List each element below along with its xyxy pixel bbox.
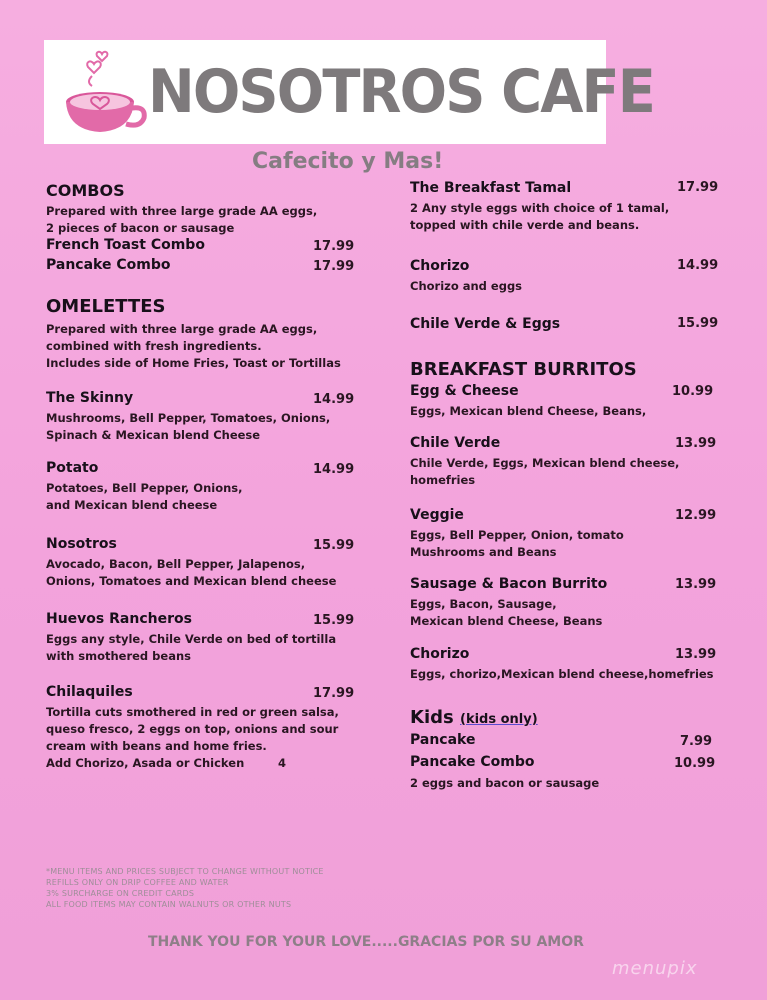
menu-item-name: Pancake [410,732,476,748]
menu-item-name: Huevos Rancheros [46,611,192,627]
menu-item-desc: 2 eggs and bacon or sausage [410,776,600,790]
menu-item-price: 13.99 [675,577,717,592]
menu-item-name: Pancake Combo [410,754,535,770]
menu-item-desc: Eggs, Mexican blend Cheese, Beans, [410,404,647,418]
menu-item-price: 17.99 [677,180,719,195]
menu-item-price: 7.99 [680,734,713,749]
fine-print-line: ALL FOOD ITEMS MAY CONTAIN WALNUTS OR OTHER NUTS [46,900,292,909]
coffee-cup-icon [62,50,148,136]
menu-item-price: 17.99 [313,239,355,254]
menu-item-desc: Eggs, Bell Pepper, Onion, tomato [410,528,624,542]
menu-item-price: 13.99 [675,436,717,451]
omelettes-desc-line: Prepared with three large grade AA eggs, [46,322,318,336]
menu-item-desc: queso fresco, 2 eggs on top, onions and sour [46,722,339,736]
section-heading-combos: COMBOS [46,181,125,200]
menu-item-price: 14.99 [313,392,355,407]
combos-desc-line: Prepared with three large grade AA eggs, [46,204,318,218]
menu-item-name: Nosotros [46,536,117,552]
combos-desc-line: 2 pieces of bacon or sausage [46,221,235,235]
fine-print-line: *MENU ITEMS AND PRICES SUBJECT TO CHANGE WITHOUT NOTICE [46,867,324,876]
menu-item-desc: and Mexican blend cheese [46,498,218,512]
menu-item-name: Veggie [410,507,464,523]
section-heading-burritos: BREAKFAST BURRITOS [410,359,637,380]
tagline: Cafecito y Mas! [252,149,444,174]
thank-you-message: THANK YOU FOR YOUR LOVE.....GRACIAS POR SU AMOR [148,934,584,950]
omelettes-desc-line: Includes side of Home Fries, Toast or Tortillas [46,356,341,370]
menu-item-desc: Tortilla cuts smothered in red or green salsa, [46,705,339,719]
menu-item-desc: Chile Verde, Eggs, Mexican blend cheese, [410,456,680,470]
menu-item-price: 14.99 [677,258,719,273]
menu-item-name: French Toast Combo [46,237,205,253]
menu-item-price: 12.99 [675,508,717,523]
menu-item-desc: Potatoes, Bell Pepper, Onions, [46,481,243,495]
menu-item-desc: Chorizo and eggs [410,279,523,293]
menu-item-name: Chorizo [410,646,470,662]
menu-item-price: 15.99 [313,613,355,628]
menu-item-name: The Breakfast Tamal [410,180,572,196]
menu-item-price: 15.99 [677,316,719,331]
menu-item-price: 15.99 [313,538,355,553]
addon-text: Add Chorizo, Asada or Chicken [46,756,245,770]
omelettes-desc-line: combined with fresh ingredients. [46,339,262,353]
menu-item-desc: 2 Any style eggs with choice of 1 tamal, [410,201,670,215]
menu-item-desc: Mexican blend Cheese, Beans [410,614,603,628]
menu-item-price: 13.99 [675,647,717,662]
menu-item-name: Sausage & Bacon Burrito [410,576,608,592]
menu-item-desc: Mushrooms and Beans [410,545,557,559]
menu-item-name: Chilaquiles [46,684,133,700]
fine-print-line: REFILLS ONLY ON DRIP COFFEE AND WATER [46,878,229,887]
menu-item-price: 14.99 [313,462,355,477]
menu-item-desc: Eggs any style, Chile Verde on bed of tortilla [46,632,337,646]
menu-item-price: 10.99 [672,384,714,399]
menu-item-name: The Skinny [46,390,134,406]
kids-only-note: (kids only) [460,712,538,727]
menu-item-desc: topped with chile verde and beans. [410,218,640,232]
menu-item-name: Potato [46,460,99,476]
menu-item-desc: with smothered beans [46,649,191,663]
menu-item-name: Chile Verde [410,435,501,451]
menu-item-desc: Avocado, Bacon, Bell Pepper, Jalapenos, [46,557,306,571]
menu-item-price: 17.99 [313,686,355,701]
fine-print [46,866,324,910]
menu-item-name: Pancake Combo [46,257,171,273]
menu-item-desc: Eggs, Bacon, Sausage, [410,597,557,611]
fine-print-line: 3% SURCHARGE ON CREDIT CARDS [46,889,195,898]
section-heading-omelettes: OMELETTES [46,296,166,317]
menu-item-price: 10.99 [674,756,716,771]
header-banner [44,40,655,144]
menu-item-desc: homefries [410,473,476,487]
cafe-name: NOSOTROS CAFE [148,57,655,127]
watermark: menupix [612,958,698,979]
section-heading-kids [410,707,538,728]
menu-item-desc: Eggs, chorizo,Mexican blend cheese,homefries [410,667,714,681]
kids-heading-label: Kids [410,707,454,728]
menu-item-desc: Onions, Tomatoes and Mexican blend cheese [46,574,337,588]
menu-item-desc: cream with beans and home fries. [46,739,267,753]
addon-price: 4 [278,756,287,770]
menu-item-desc: Spinach & Mexican blend Cheese [46,428,261,442]
menu-item-name: Chile Verde & Eggs [410,316,561,332]
menu-item-name: Egg & Cheese [410,383,519,399]
menu-item-price: 17.99 [313,259,355,274]
menu-item-desc: Mushrooms, Bell Pepper, Tomatoes, Onions, [46,411,331,425]
menu-item-name: Chorizo [410,258,470,274]
